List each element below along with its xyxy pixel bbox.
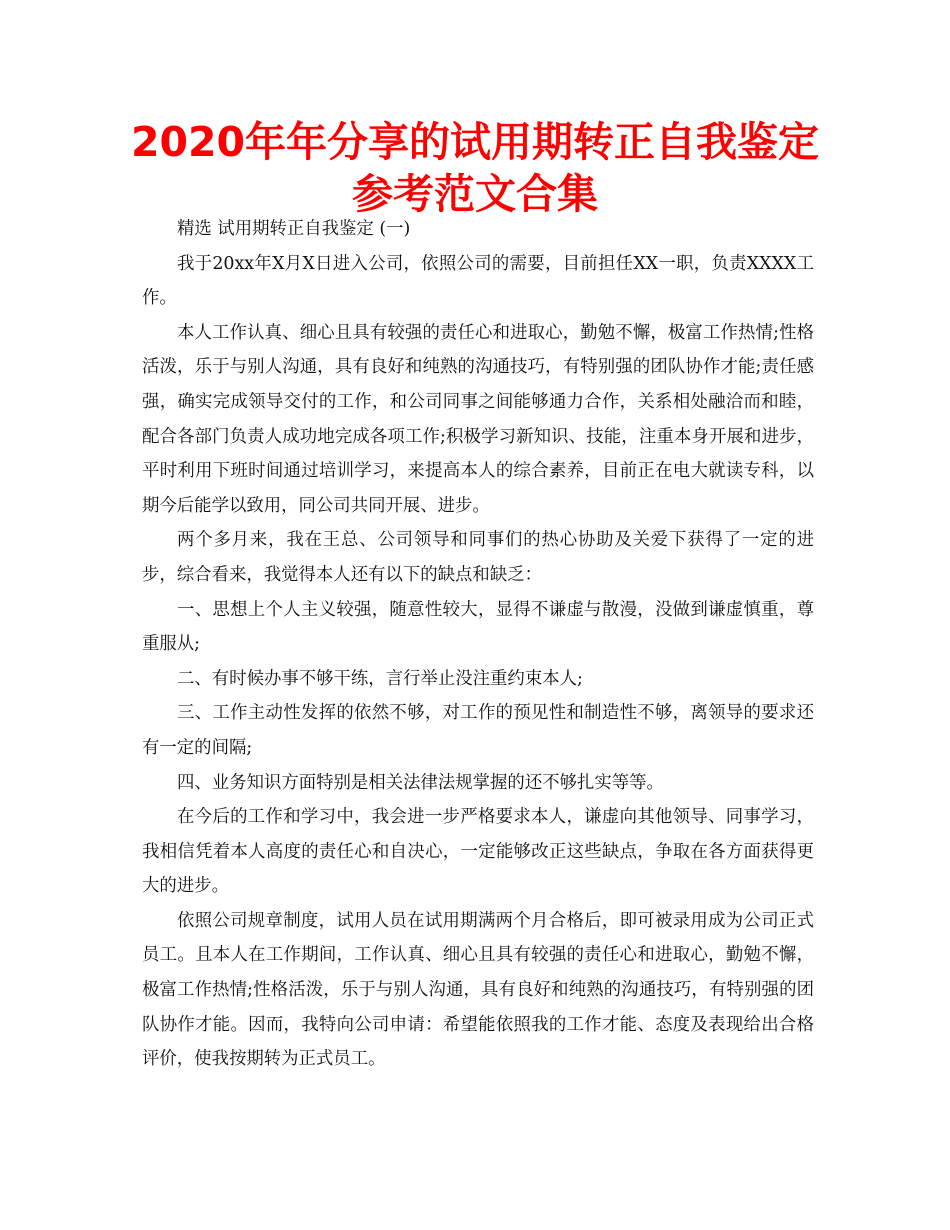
document-title: 2020年年分享的试用期转正自我鉴定参考范文合集: [130, 118, 820, 218]
paragraph-shortcoming-1: 一、思想上个人主义较强，随意性较大，显得不谦虚与散漫，没做到谦虚慎重，尊重服从;: [142, 599, 814, 655]
paragraph-application: 依照公司规章制度，试用人员在试用期满两个月合格后，即可被录用成为公司正式员工。且本人在工作期间，工作认真、细心且具有较强的责任心和进取心，勤勉不懈，极富工作热情;性格活泼，乐于与别人沟通，具有良好和纯熟的沟通技巧，有特别强的团队协作才能。因而，我特向公司申请：希望能依照我的工作才能、态度及表现给出合格评价，使我按期转为正式员工。: [142, 910, 814, 1070]
paragraph-shortcoming-2: 二、有时候办事不够干练，言行举止没注重约束本人;: [177, 668, 583, 689]
paragraph-shortcoming-3: 三、工作主动性发挥的依然不够，对工作的预见性和制造性不够，离领导的要求还有一定的间隔;: [142, 703, 814, 758]
section-heading: 精选 试用期转正自我鉴定 (一): [177, 219, 411, 239]
paragraph-strengths: 本人工作认真、细心且具有较强的责任心和进取心，勤勉不懈，极富工作热情;性格活泼，乐于与别人沟通，具有良好和纯熟的沟通技巧，有特别强的团队协作才能;责任感强，确实完成领导交付的工作，和公司同事之间能够通力合作，关系相处融洽而和睦，配合各部门负责人成功地完成各项工作;积极学习新知识、技能，注重本身开展和进步，平时利用下班时间通过培训学习，来提高本人的综合素养，目前正在电大就读专科，以期今后能学以致用，同公司共同开展、进步。: [142, 322, 814, 516]
paragraph-intro: 我于20xx年X月X日进入公司，依照公司的需要，目前担任XX一职，负责XXXX工作。: [142, 253, 814, 309]
paragraph-shortcoming-4: 四、业务知识方面特别是相关法律法规掌握的还不够扎实等等。: [177, 772, 664, 793]
paragraph-improvement: 在今后的工作和学习中，我会进一步严格要求本人，谦虚向其他领导、同事学习，我相信凭着本人高度的责任心和自决心，一定能够改正这些缺点，争取在各方面获得更大的进步。: [142, 807, 814, 897]
paragraph-shortcomings-intro: 两个多月来，我在王总、公司领导和同事们的热心协助及关爱下获得了一定的进步，综合看来，我觉得本人还有以下的缺点和缺乏：: [142, 530, 814, 585]
document-body: [142, 212, 814, 1077]
